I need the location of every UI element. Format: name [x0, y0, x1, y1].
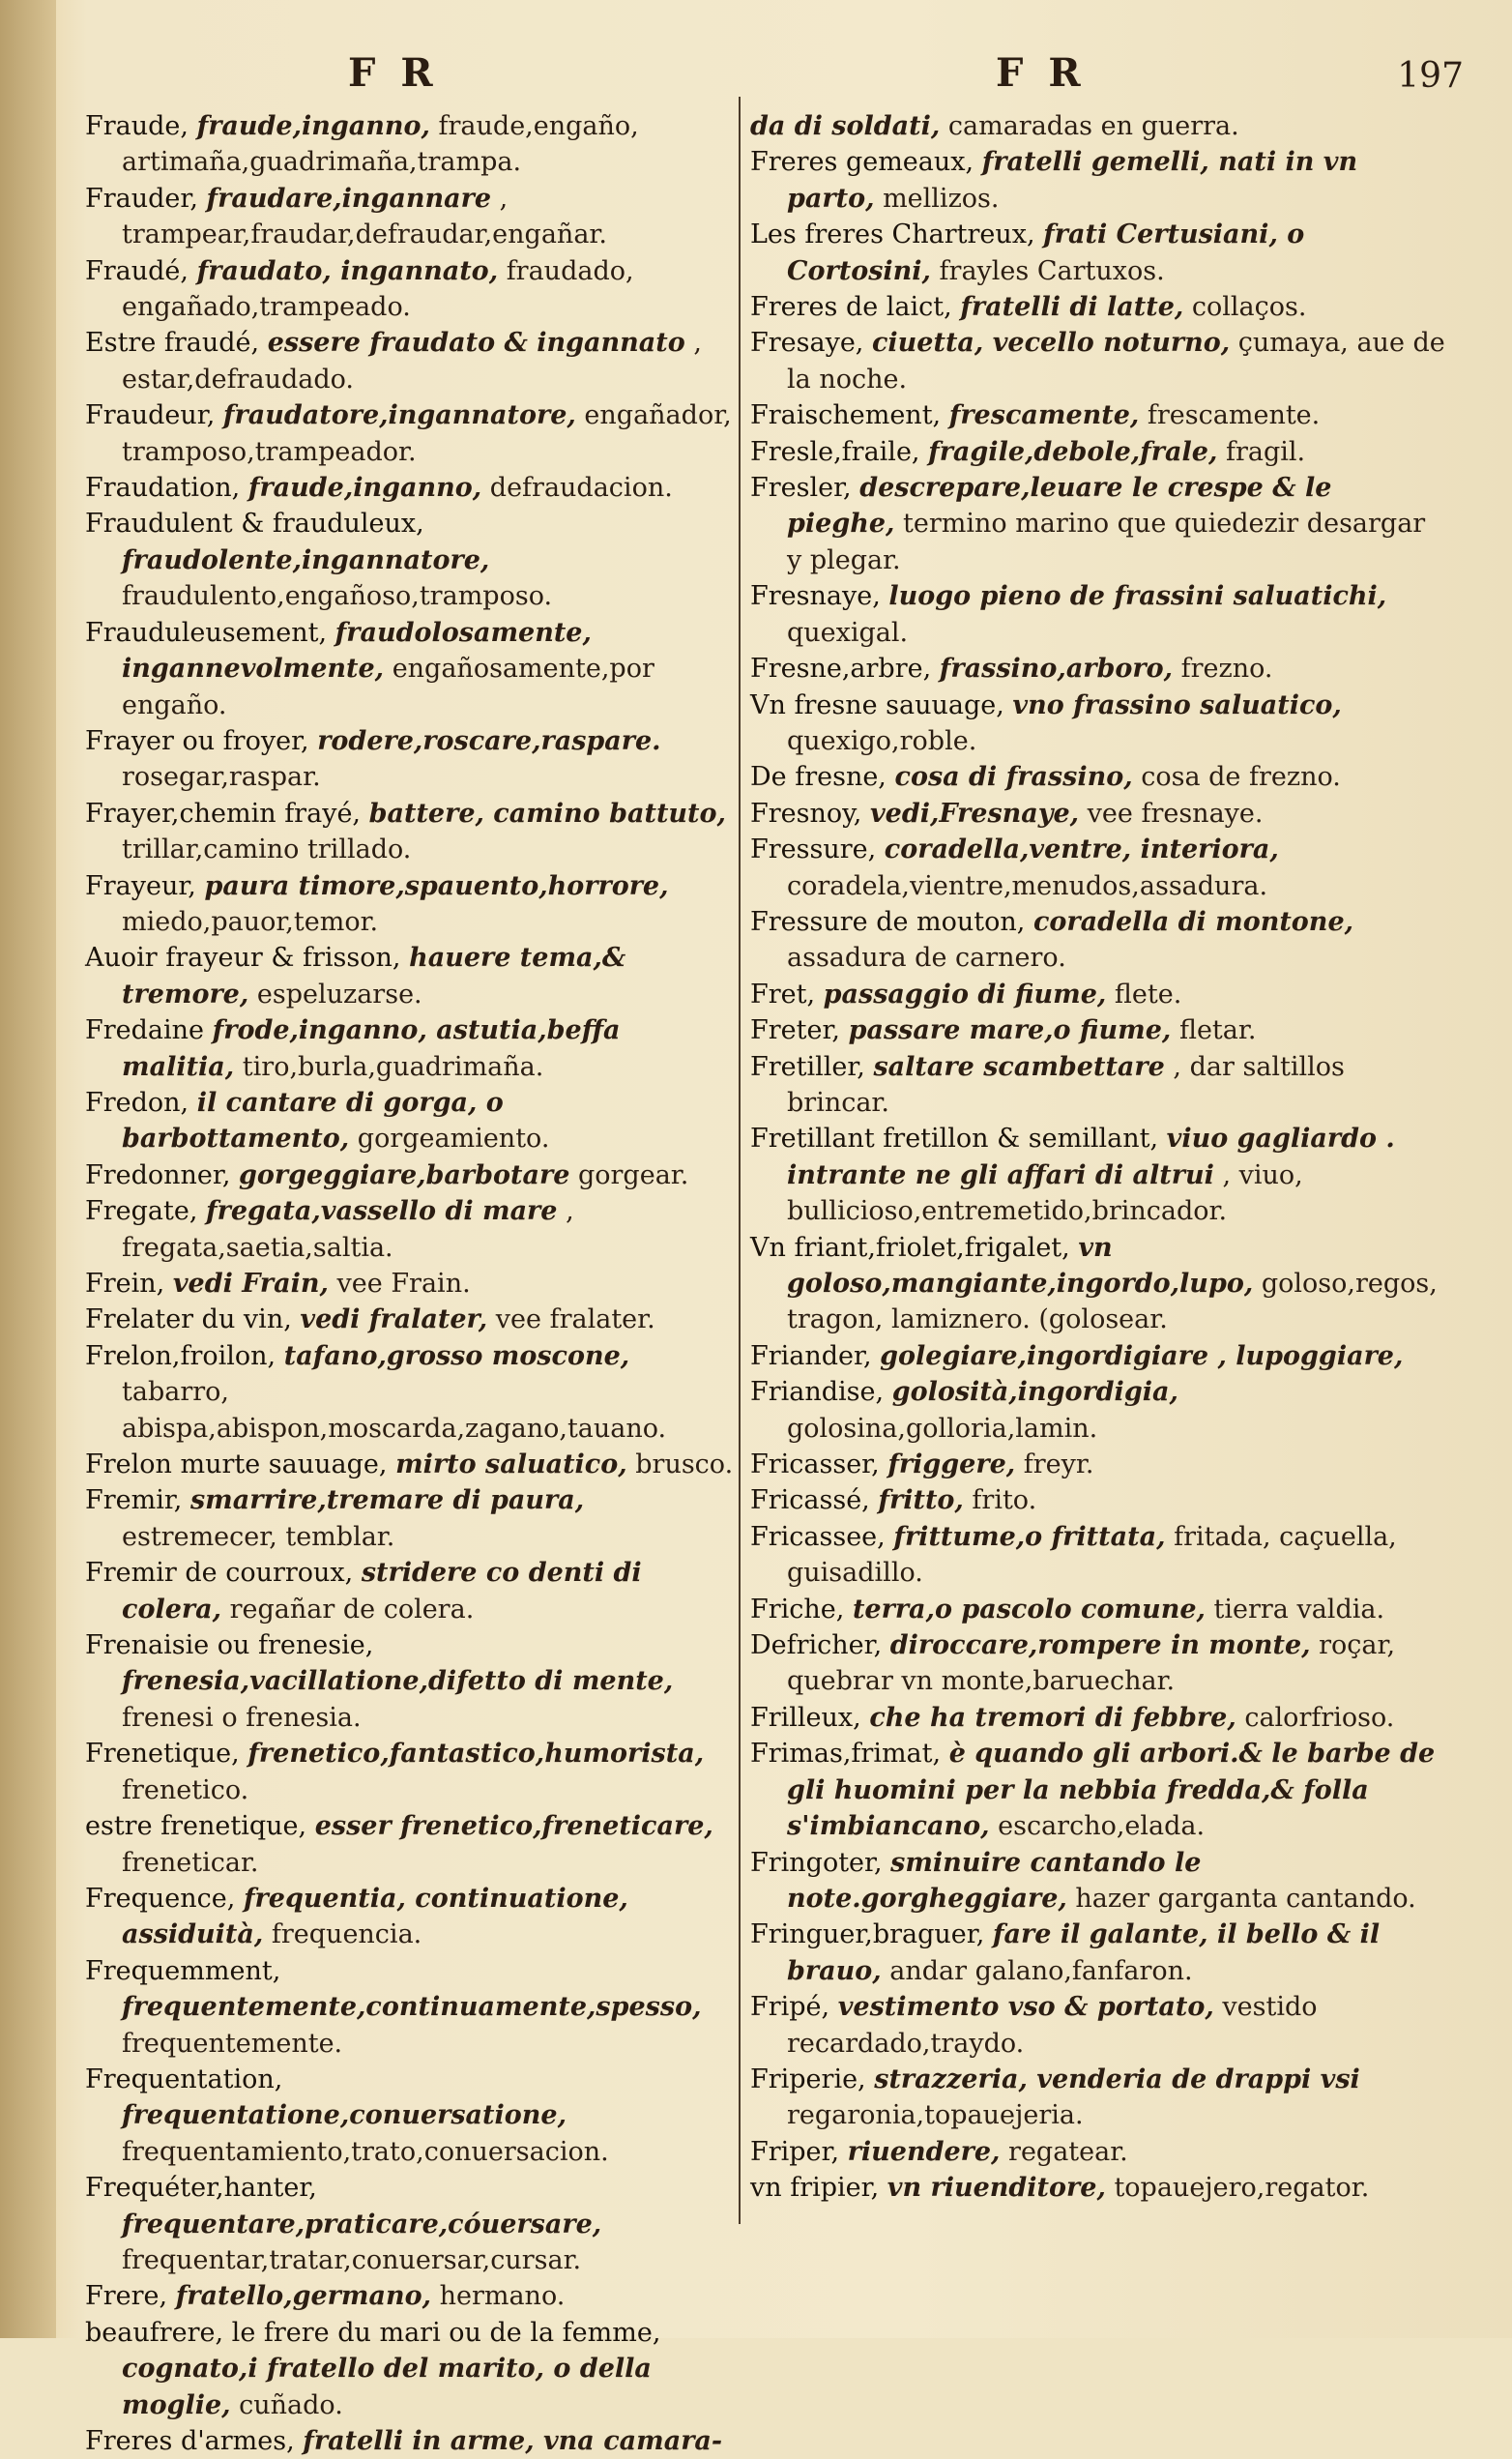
entry-italian: stridere co denti di colera,	[122, 1558, 642, 1625]
dictionary-entry	[85, 397, 735, 470]
entry-headword: Friche,	[750, 1594, 845, 1625]
dictionary-entry	[750, 1917, 1446, 1989]
entry-spanish: frito.	[972, 1485, 1037, 1516]
entry-spanish: calorfrioso.	[1244, 1702, 1395, 1733]
dictionary-entry	[85, 506, 735, 614]
entry-headword: Fripé,	[750, 1992, 830, 2023]
entry-headword: Fresnoy,	[750, 798, 862, 829]
entry-spanish: frenetico.	[122, 1774, 249, 1805]
entry-headword: Fraude,	[85, 111, 189, 141]
entry-spanish: tierra valdia.	[1213, 1594, 1385, 1625]
dictionary-entry	[750, 217, 1446, 289]
entry-spanish: coradela,vientre,menudos,assadura.	[787, 870, 1268, 901]
entry-headword: Estre fraudé,	[85, 328, 260, 359]
entry-spanish: gorgear.	[577, 1159, 689, 1190]
entry-headword: Fricassee,	[750, 1521, 886, 1552]
entry-spanish: escarcho,elada.	[998, 1811, 1206, 1842]
entry-italian: frati Certusiani, o Cortosini,	[787, 220, 1305, 286]
entry-spanish: estremecer, temblar.	[122, 1521, 395, 1552]
entry-italian: passare mare,o fiume,	[848, 1015, 1172, 1046]
running-head-right: F R	[996, 50, 1087, 96]
entry-spanish: regañar de colera.	[229, 1594, 475, 1625]
dictionary-entry	[85, 615, 735, 723]
entry-headword: Fremir,	[85, 1485, 183, 1516]
entry-spanish: mellizos.	[883, 183, 1000, 214]
entry-spanish: miedo,pauor,temor.	[122, 906, 379, 937]
entry-italian: essere fraudato & ingannato	[267, 328, 685, 359]
dictionary-entry	[750, 434, 1446, 470]
entry-italian: hauere tema,& tremore,	[122, 943, 626, 1010]
entry-spanish: vee fresnaye.	[1087, 798, 1264, 829]
entry-headword: De fresne,	[750, 762, 887, 793]
entry-headword: vn fripier,	[750, 2173, 880, 2204]
dictionary-entry	[85, 253, 735, 326]
entry-headword: Friandise,	[750, 1377, 885, 1408]
dictionary-entry	[85, 1266, 735, 1302]
entry-spanish: topauejero,regator.	[1114, 2173, 1370, 2204]
dictionary-entry	[750, 688, 1446, 760]
entry-spanish: frezno.	[1180, 654, 1273, 685]
entry-italian: golosità,ingordigia,	[891, 1377, 1178, 1408]
dictionary-entry	[85, 1555, 735, 1627]
entry-spanish: espeluzarse.	[256, 979, 422, 1010]
dictionary-entry	[750, 1012, 1446, 1048]
entry-spanish: engañosamente,por engaño.	[122, 654, 654, 720]
entry-spanish: frenesi o frenesia.	[122, 1702, 362, 1733]
entry-headword: Fringuer,braguer,	[750, 1919, 985, 1950]
entry-italian: terra,o pascolo comune,	[852, 1594, 1206, 1625]
entry-italian: fraudolente,ingannatore,	[122, 544, 490, 575]
entry-spanish: goloso,regos, tragon, lamiznero. (golosear.	[787, 1269, 1438, 1335]
entry-spanish: vestido recardado,traydo.	[787, 1992, 1318, 2059]
dictionary-entry	[750, 470, 1446, 578]
dictionary-entry	[750, 1989, 1446, 2062]
entry-headword: Frelater du vin,	[85, 1304, 292, 1335]
dictionary-entry	[85, 108, 735, 181]
entry-italian: frequentemente,continuamente,spesso,	[122, 1992, 702, 2023]
entry-spanish: , dar saltillos brincar.	[787, 1051, 1345, 1118]
entry-headword: Fricassé,	[750, 1485, 870, 1516]
entry-spanish: frayles Cartuxos.	[939, 255, 1165, 286]
entry-spanish: brusco.	[635, 1449, 734, 1480]
entry-italian: il cantare di gorga, o barbottamento,	[122, 1087, 504, 1155]
entry-headword: Friper,	[750, 2136, 840, 2167]
dictionary-entry	[750, 1447, 1446, 1482]
entry-italian: vn goloso,mangiante,ingordo,lupo,	[787, 1232, 1254, 1299]
entry-italian: battere, camino battuto,	[368, 798, 726, 829]
dictionary-entry	[85, 796, 735, 868]
entry-italian: fratello,germano,	[175, 2281, 431, 2312]
dictionary-entry	[750, 578, 1446, 651]
entry-italian: tafano,grosso moscone,	[283, 1340, 630, 1371]
dictionary-entry	[85, 470, 735, 506]
entry-headword: Fresne,arbre,	[750, 654, 932, 685]
entry-headword: Freres gemeaux,	[750, 147, 974, 178]
entry-italian: frequentatione,conuersatione,	[122, 2100, 567, 2131]
entry-headword: Freres d'armes,	[85, 2426, 295, 2456]
entry-italian: smarrire,tremare di paura,	[189, 1485, 585, 1516]
entry-spanish: frequentar,tratar,conuersar,cursar.	[122, 2244, 582, 2275]
entry-spanish: , fregata,saetia,saltia.	[122, 1196, 574, 1263]
entry-headword: Frere,	[85, 2281, 168, 2312]
entry-spanish: hermano.	[439, 2281, 566, 2312]
entry-headword: Fresnaye,	[750, 581, 881, 612]
entry-italian: fratelli di latte,	[960, 292, 1184, 323]
entry-headword: Frequemment,	[85, 1955, 281, 1986]
dictionary-entry	[750, 325, 1446, 397]
entry-italian: fraudolosamente, ingannevolmente,	[122, 617, 592, 685]
entry-spanish: cuñado.	[239, 2389, 343, 2420]
entry-headword: Defricher,	[750, 1630, 883, 1661]
dictionary-entry	[750, 2062, 1446, 2134]
entry-spanish: defraudacion.	[489, 473, 673, 504]
entry-italian: fraudare,ingannare	[206, 183, 492, 214]
entry-headword: Fregate,	[85, 1196, 198, 1227]
dictionary-entry	[85, 2315, 735, 2423]
entry-italian: vedi,Fresnaye,	[869, 798, 1080, 829]
dictionary-entry	[85, 1193, 735, 1266]
dictionary-entry	[750, 1592, 1446, 1627]
entry-italian: rodere,roscare,raspare.	[317, 725, 661, 756]
entry-italian: frescamente,	[948, 400, 1140, 431]
entry-italian: cosa di frassino,	[894, 762, 1133, 793]
entry-headword: Fressure,	[750, 834, 877, 865]
entry-headword: Fringoter,	[750, 1847, 883, 1878]
entry-spanish: fraude,engaño, artimaña,guadrimaña,trampa.	[122, 111, 639, 178]
entry-spanish: vee Frain.	[336, 1269, 471, 1299]
entry-italian: vn riuenditore,	[887, 2173, 1106, 2204]
entry-spanish: freneticar.	[122, 1847, 259, 1878]
dictionary-entry	[750, 1338, 1446, 1374]
entry-headword: Frilleux,	[750, 1702, 861, 1733]
page-number: 197	[1397, 56, 1464, 96]
entry-headword: Vn friant,friolet,frigalet,	[750, 1232, 1070, 1263]
entry-italian: diroccare,rompere in monte,	[889, 1630, 1311, 1661]
entry-italian: friggere,	[887, 1449, 1016, 1480]
entry-italian: da di soldati,	[750, 111, 941, 141]
entry-headword: Freter,	[750, 1015, 840, 1046]
entry-italian: frequentare,praticare,cóuersare,	[122, 2209, 602, 2239]
entry-spanish: regatear.	[1008, 2136, 1128, 2167]
entry-spanish: frequencia.	[271, 1919, 422, 1950]
entry-headword: Fredonner,	[85, 1159, 231, 1190]
entry-spanish: regaronia,topauejeria.	[787, 2100, 1084, 2131]
entry-headword: Fraudation,	[85, 473, 241, 504]
entry-headword: Fraudé,	[85, 255, 189, 286]
entry-spanish: , viuo, bullicioso,entremetido,brincador.	[787, 1159, 1303, 1227]
dictionary-entry	[750, 289, 1446, 325]
entry-headword: Fresaye,	[750, 328, 864, 359]
entry-spanish: frequentemente.	[122, 2028, 343, 2059]
entry-italian: strazzeria, venderia de drappi vsi	[874, 2064, 1360, 2094]
entry-spanish: flete.	[1114, 979, 1182, 1010]
entry-headword: Fretiller,	[750, 1051, 865, 1082]
dictionary-entry	[85, 1338, 735, 1447]
dictionary-entry	[85, 325, 735, 397]
column-divider	[739, 97, 741, 2224]
entry-italian: frenetico,fantastico,humorista,	[247, 1739, 705, 1770]
dictionary-entry	[85, 1808, 735, 1881]
entry-italian: fraudato, ingannato,	[196, 255, 499, 286]
entry-headword: Frayer,chemin frayé,	[85, 798, 362, 829]
entry-headword: Vn fresne sauuage,	[750, 689, 1004, 720]
entry-headword: Frenaisie ou frenesie,	[85, 1630, 374, 1661]
entry-headword: Frauder,	[85, 183, 198, 214]
right-column	[750, 108, 1446, 2274]
entry-italian: fratelli in arme, vna camara-	[303, 2426, 723, 2456]
entry-italian: saltare scambettare	[873, 1051, 1165, 1082]
entry-headword: Fredon,	[85, 1087, 189, 1118]
entry-italian: frittume,o frittata,	[893, 1521, 1166, 1552]
dictionary-entry	[750, 1519, 1446, 1592]
entry-italian: viuo gagliardo . intrante ne gli affari di altrui	[787, 1124, 1395, 1190]
page-header	[58, 50, 1473, 108]
entry-headword: Les freres Chartreux,	[750, 220, 1035, 250]
dictionary-entry	[750, 144, 1446, 217]
entry-spanish: cosa de frezno.	[1141, 762, 1341, 793]
dictionary-entry	[750, 759, 1446, 795]
entry-headword: Fraudeur,	[85, 400, 216, 431]
entry-spanish: vee fralater.	[495, 1304, 655, 1335]
dictionary-entry	[85, 1157, 735, 1193]
dictionary-entry	[750, 977, 1446, 1012]
entry-spanish: quexigal.	[787, 617, 909, 648]
entry-italian: vestimento vso & portato,	[837, 1992, 1214, 2023]
entry-spanish: frescamente.	[1147, 400, 1321, 431]
entry-spanish: fraudulento,engañoso,tramposo.	[122, 581, 553, 612]
entry-headword: Friperie,	[750, 2064, 866, 2094]
left-column	[85, 108, 735, 2456]
entry-spanish: freyr.	[1023, 1449, 1094, 1480]
entry-italian: paura timore,spauento,horrore,	[204, 870, 669, 901]
entry-italian: golegiare,ingordigiare , lupoggiare,	[880, 1340, 1404, 1371]
entry-italian: fraude,inganno,	[196, 111, 430, 141]
entry-headword: Auoir frayeur & frisson,	[85, 943, 401, 974]
entry-headword: Frein,	[85, 1269, 165, 1299]
dictionary-entry	[85, 2278, 735, 2314]
entry-spanish: tiro,burla,guadrimaña.	[242, 1051, 544, 1082]
entry-spanish: fragil.	[1225, 436, 1306, 467]
dictionary-entry	[85, 1447, 735, 1482]
dictionary-entry	[750, 2134, 1446, 2170]
dictionary-entry	[85, 1012, 735, 1085]
entry-italian: è quando gli arbori.& le barbe de gli huomini per la nebbia fredda,& folla s'imbiancano,	[787, 1739, 1436, 1842]
entry-headword: beaufrere, le frere du mari ou de la femme,	[85, 2317, 661, 2348]
entry-spanish: frequentamiento,trato,conuersacion.	[122, 2136, 609, 2167]
entry-headword: Frequentation,	[85, 2064, 283, 2094]
entry-italian: che ha tremori di febbre,	[869, 1702, 1236, 1733]
entry-italian: frenesia,vacillatione,difetto di mente,	[122, 1666, 674, 1697]
entry-italian: fraude,inganno,	[247, 473, 482, 504]
dictionary-entry	[85, 2170, 735, 2278]
entry-headword: Fretillant fretillon & semillant,	[750, 1124, 1159, 1155]
entry-spanish: golosina,golloria,lamin.	[787, 1413, 1098, 1444]
entry-italian: vno frassino saluatico,	[1012, 689, 1342, 720]
entry-headword: estre frenetique,	[85, 1811, 307, 1842]
entry-headword: Friander,	[750, 1340, 872, 1371]
entry-italian: riuendere,	[847, 2136, 1001, 2167]
entry-headword: Freres de laict,	[750, 292, 952, 323]
entry-headword: Fredaine	[85, 1015, 205, 1046]
entry-headword: Frelon murte sauuage,	[85, 1449, 388, 1480]
dictionary-entry	[85, 1482, 735, 1555]
entry-headword: Frayeur,	[85, 870, 196, 901]
entry-italian: coradella di montone,	[1032, 906, 1354, 937]
dictionary-entry	[750, 1049, 1446, 1122]
entry-headword: Frayer ou froyer,	[85, 725, 309, 756]
entry-spanish: roçar, quebrar vn monte,baruechar.	[787, 1630, 1396, 1697]
entry-spanish: gorgeamiento.	[357, 1124, 550, 1155]
dictionary-entry	[750, 1482, 1446, 1518]
entry-italian: sminuire cantando le note.gorgheggiare,	[787, 1847, 1202, 1914]
entry-spanish: , trampear,fraudar,defraudar,engañar.	[122, 183, 607, 250]
entry-spanish: assadura de carnero.	[787, 943, 1066, 974]
entry-italian: passaggio di fiume,	[823, 979, 1107, 1010]
page-gutter	[0, 0, 56, 2338]
entry-spanish: tabarro, abispa,abispon,moscarda,zagano,tauano.	[122, 1377, 667, 1444]
entry-spanish: collaços.	[1191, 292, 1307, 323]
dictionary-entry	[750, 108, 1446, 144]
entry-italian: fratelli gemelli, nati in vn parto,	[787, 147, 1358, 214]
entry-italian: fritto,	[878, 1485, 964, 1516]
dictionary-entry	[750, 651, 1446, 687]
entry-spanish: termino marino que quiedezir desargar y plegar.	[787, 509, 1426, 575]
entry-italian: vedi fralater,	[300, 1304, 488, 1335]
entry-italian: frequentia, continuatione, assiduità,	[122, 1883, 628, 1950]
dictionary-entry	[750, 1700, 1446, 1736]
entry-headword: Fret,	[750, 979, 816, 1010]
entry-headword: Fressure de mouton,	[750, 906, 1026, 937]
dictionary-entry	[750, 1374, 1446, 1447]
dictionary-entry	[750, 1230, 1446, 1338]
entry-headword: Frequéter,hanter,	[85, 2173, 317, 2204]
entry-spanish: quexigo,roble.	[787, 725, 977, 756]
dictionary-entry	[85, 1736, 735, 1808]
entry-italian: fregata,vassello di mare	[206, 1196, 558, 1227]
entry-headword: Frimas,frimat,	[750, 1739, 942, 1770]
dictionary-entry	[750, 832, 1446, 904]
entry-italian: cognato,i fratello del marito, o della moglie,	[122, 2354, 652, 2420]
entry-italian: coradella,ventre, interiora,	[884, 834, 1279, 865]
entry-italian: esser frenetico,freneticare,	[314, 1811, 713, 1842]
entry-headword: Fresle,fraile,	[750, 436, 920, 467]
dictionary-entry	[750, 397, 1446, 433]
entry-headword: Fremir de courroux,	[85, 1558, 354, 1589]
entry-headword: Frenetique,	[85, 1739, 240, 1770]
running-head-left: F R	[348, 50, 439, 96]
entry-italian: descrepare,leuare le crespe & le pieghe,	[787, 473, 1332, 540]
entry-spanish: trillar,camino trillado.	[122, 834, 412, 865]
entry-italian: fraudatore,ingannatore,	[222, 400, 576, 431]
dictionary-entry	[85, 940, 735, 1012]
entry-headword: Frauduleusement,	[85, 617, 328, 648]
entry-headword: Fraudulent & frauduleux,	[85, 509, 424, 540]
entry-headword: Frequence,	[85, 1883, 236, 1914]
dictionary-entry	[85, 1627, 735, 1736]
dictionary-entry	[85, 1881, 735, 1953]
dictionary-entry	[750, 1121, 1446, 1229]
dictionary-entry	[750, 904, 1446, 977]
dictionary-entry	[750, 2170, 1446, 2206]
entry-headword: Frelon,froilon,	[85, 1340, 276, 1371]
entry-italian: frode,inganno, astutia,beffa malitia,	[122, 1015, 621, 1082]
dictionary-entry	[85, 181, 735, 253]
dictionary-entry	[85, 1302, 735, 1337]
entry-spanish: fraudado, engañado,trampeado.	[122, 255, 634, 323]
dictionary-entry	[85, 723, 735, 796]
entry-headword: Fresler,	[750, 473, 852, 504]
entry-italian: fragile,debole,frale,	[928, 436, 1218, 467]
entry-spanish: andar galano,fanfaron.	[889, 1955, 1193, 1986]
entry-spanish: rosegar,raspar.	[122, 762, 321, 793]
entry-spanish: çumaya, aue de la noche.	[787, 328, 1445, 395]
dictionary-entry	[750, 1845, 1446, 1917]
entry-headword: Fraischement,	[750, 400, 942, 431]
dictionary-entry	[85, 2062, 735, 2170]
dictionary-entry	[85, 2423, 735, 2459]
dictionary-entry	[85, 868, 735, 941]
dictionary-entry	[750, 1736, 1446, 1844]
dictionary-entry	[85, 1085, 735, 1157]
entry-headword: Fricasser,	[750, 1449, 880, 1480]
entry-spanish: camaradas en guerra.	[947, 111, 1239, 141]
dictionary-entry	[750, 1627, 1446, 1700]
entry-spanish: hazer garganta cantando.	[1075, 1883, 1416, 1914]
entry-spanish: fletar.	[1178, 1015, 1257, 1046]
entry-spanish: fritada, caçuella, guisadillo.	[787, 1521, 1397, 1589]
entry-spanish: , estar,defraudado.	[122, 328, 702, 395]
entry-italian: frassino,arboro,	[939, 654, 1174, 685]
entry-italian: gorgeggiare,barbotare	[239, 1159, 570, 1190]
entry-italian: fare il galante, il bello & il brauo,	[787, 1919, 1381, 1986]
entry-italian: ciuetta, vecello noturno,	[871, 328, 1231, 359]
dictionary-entry	[85, 1953, 735, 2062]
entry-spanish: engañador, tramposo,trampeador.	[122, 400, 732, 467]
entry-italian: vedi Frain,	[172, 1269, 329, 1299]
entry-italian: mirto saluatico,	[395, 1449, 627, 1480]
dictionary-entry	[750, 796, 1446, 832]
entry-italian: luogo pieno de frassini saluatichi,	[888, 581, 1387, 612]
